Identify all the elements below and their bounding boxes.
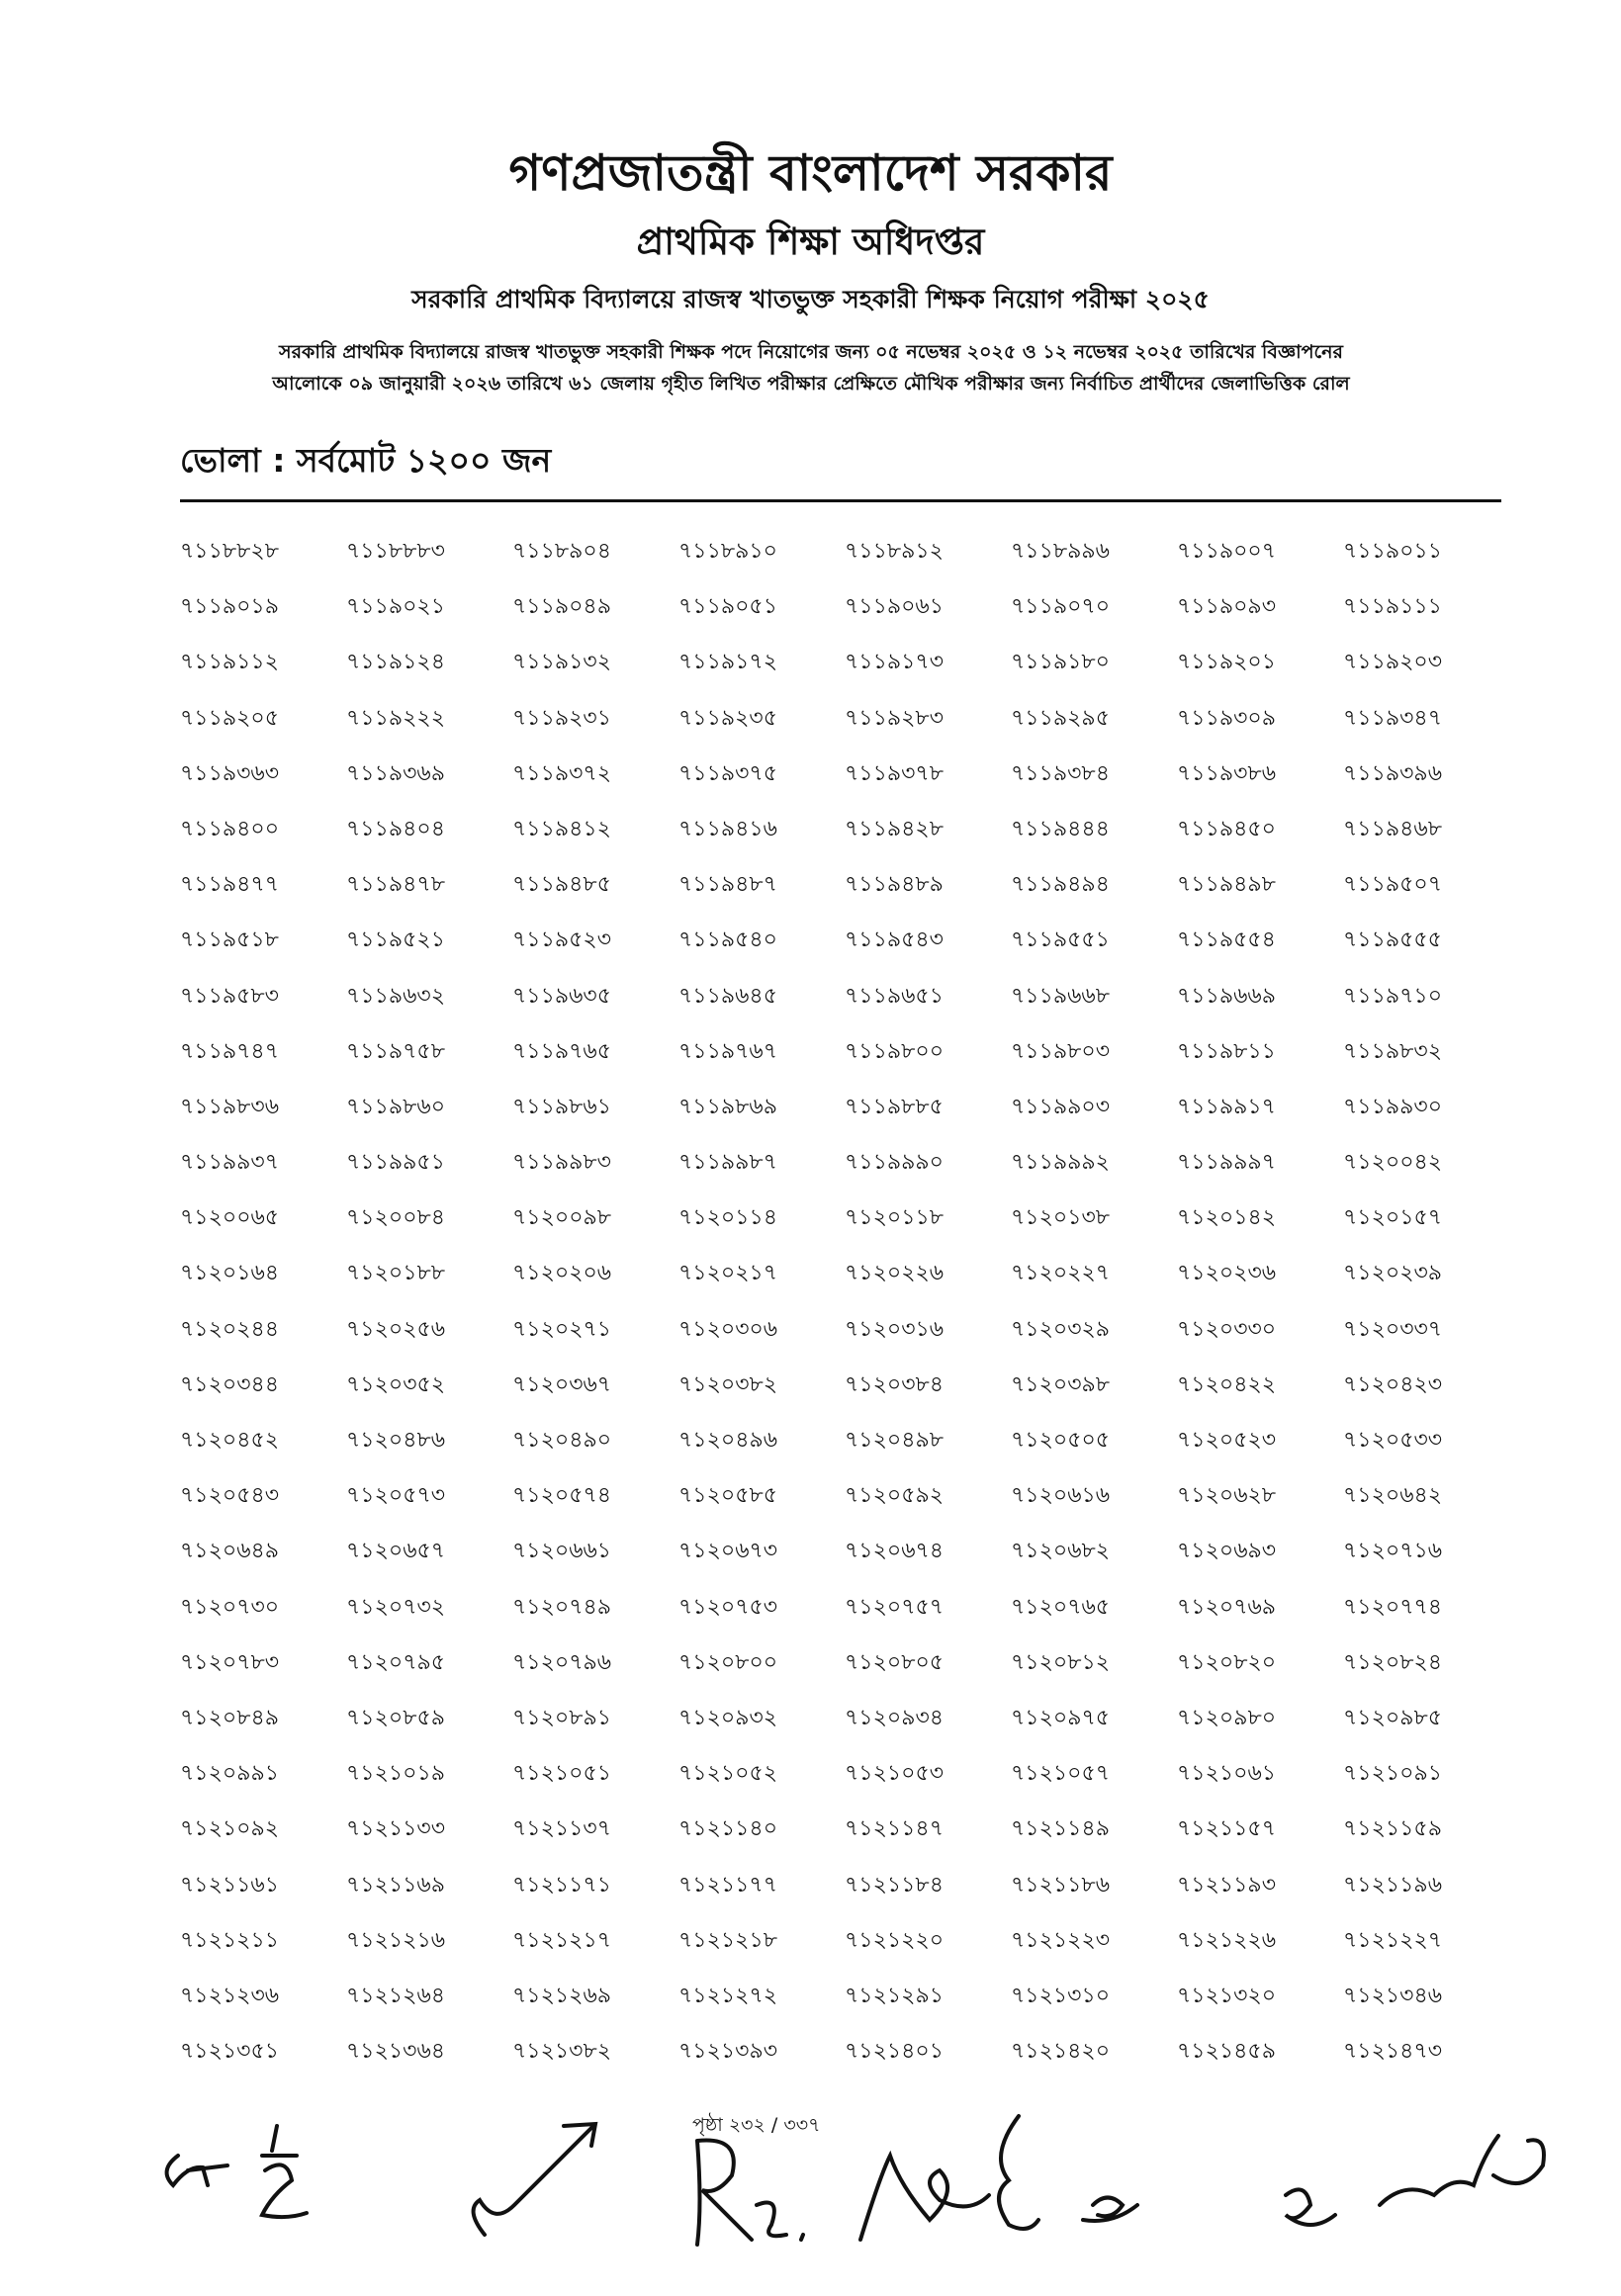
roll-number: ৭১২০২৩৬	[1177, 1261, 1277, 1286]
roll-number: ৭১২০৭৯৬	[512, 1649, 612, 1675]
roll-number: ৭১১৯৩৯৬	[1343, 760, 1443, 786]
roll-number: ৭১১৯৮৬৯	[678, 1094, 777, 1119]
roll-number: ৭১২০৪২২	[1177, 1371, 1277, 1397]
roll-number: ৭১২০১১৪	[678, 1205, 778, 1231]
signatures	[148, 2096, 1553, 2284]
roll-number: ৭১১৯৫৫৪	[1177, 927, 1276, 953]
roll-number: ৭১১৯৫১৮	[180, 927, 279, 953]
roll-number: ৭১২০৩৮৪	[845, 1371, 945, 1397]
roll-number: ৭১২০৫৮৫	[678, 1483, 778, 1509]
government-title: গণপ্রজাতন্ত্রী বাংলাদেশ সরকার	[508, 144, 1113, 202]
roll-number: ৭১২০৭৬৫	[1011, 1594, 1111, 1620]
roll-number: ৭১১৯৪৭৮	[346, 872, 445, 898]
roll-number: ৭১১৯২৮৩	[845, 705, 945, 731]
roll-number: ৭১১৯৯৮৩	[512, 1150, 611, 1176]
roll-number: ৭১২০৪৫২	[180, 1428, 280, 1453]
roll-number: ৭১২১১৫৯	[1343, 1816, 1442, 1842]
roll-number: ৭১১৯৯৯২	[1011, 1150, 1110, 1176]
roll-number: ৭১১৯০৬১	[845, 594, 945, 620]
roll-number: ৭১২১১৯৬	[1343, 1872, 1443, 1898]
roll-number: ৭১১৯৩৭২	[512, 760, 612, 786]
roll-number: ৭১২০৪২৩	[1343, 1371, 1443, 1397]
roll-number: ৭১২০৯৭৫	[1011, 1705, 1111, 1730]
roll-number: ৭১২১০৫১	[512, 1761, 612, 1787]
roll-number: ৭১২১০৫৭	[1011, 1761, 1111, 1787]
roll-number: ৭১২১২১৮	[678, 1927, 778, 1953]
roll-number: ৭১১৯০২১	[346, 594, 446, 620]
roll-number: ৭১২০০৪২	[1343, 1150, 1443, 1176]
roll-number: ৭১১৯৮৩২	[1343, 1038, 1443, 1064]
roll-number: ৭১২১৩১০	[1011, 1983, 1111, 2008]
roll-number: ৭১২০৫৭৩	[346, 1483, 446, 1509]
roll-number: ৭১২১২১৭	[512, 1927, 612, 1953]
roll-number: ৭১২০৪৯০	[512, 1428, 612, 1453]
roll-number: ৭১২১০১৯	[346, 1761, 446, 1787]
roll-number: ৭১২০৩৬৭	[512, 1371, 612, 1397]
signature-3-icon	[697, 2140, 803, 2245]
district-heading: ভোলা : সর্বমোট ১২০০ জন	[180, 441, 552, 480]
roll-number: ৭১২০৩৯৮	[1011, 1371, 1111, 1397]
roll-number: ৭১১৯২০১	[1177, 650, 1277, 675]
roll-number: ৭১২১৪৭৩	[1343, 2039, 1443, 2065]
roll-number: ৭১১৯৩৭৮	[845, 760, 945, 786]
roll-number: ৭১১৯৯০৩	[1011, 1094, 1111, 1119]
roll-number: ৭১২০৮৯১	[512, 1705, 612, 1730]
roll-number: ৭১১৯৯৩০	[1343, 1094, 1443, 1119]
roll-number: ৭১২০৯৮৫	[1343, 1705, 1443, 1730]
roll-number: ৭১১৮৯১০	[678, 539, 777, 564]
roll-number: ৭১২০৫২৩	[1177, 1428, 1277, 1453]
roll-number: ৭১১৯৩৭৫	[678, 760, 778, 786]
roll-number: ৭১২১১৩৭	[512, 1816, 612, 1842]
roll-number: ৭১২০৭৫৩	[678, 1594, 778, 1620]
roll-number: ৭১১৯৮৬১	[512, 1094, 611, 1119]
roll-number: ৭১২১১৮৬	[1011, 1872, 1111, 1898]
roll-number: ৭১২০৮৫৯	[346, 1705, 446, 1730]
roll-number: ৭১১৯৬৬৯	[1177, 983, 1277, 1009]
roll-number: ৭১১৯০৭০	[1011, 594, 1111, 620]
roll-number: ৭১২০৫০৫	[1011, 1428, 1111, 1453]
roll-number: ৭১২১২১১	[180, 1927, 280, 1953]
roll-number: ৭১১৯৩৬৩	[180, 760, 280, 786]
roll-number: ৭১১৯৫৫১	[1011, 927, 1110, 953]
roll-number: ৭১১৯৮৩৬	[180, 1094, 280, 1119]
roll-number: ৭১১৯৯৯৭	[1177, 1150, 1276, 1176]
roll-number: ৭১২০২৪৪	[180, 1316, 280, 1342]
roll-number: ৭১১৯৪৯৪	[1011, 872, 1110, 898]
roll-number: ৭১২০৬৭৪	[845, 1539, 945, 1564]
roll-number: ৭১১৯৮৮৫	[845, 1094, 944, 1119]
roll-number: ৭১২১০৯১	[1343, 1761, 1443, 1787]
roll-number: ৭১২০৭৫৭	[845, 1594, 945, 1620]
roll-number: ৭১২১০৫৩	[845, 1761, 945, 1787]
roll-number: ৭১১৯৮৬০	[346, 1094, 446, 1119]
notice-line-1: সরকারি প্রাথমিক বিদ্যালয়ে রাজস্ব খাতভুক্ত সহকারী শিক্ষক পদে নিয়োগের জন্য ০৫ নভেম্বর ২০২৫ ও ১২ নভেম্বর ২০২৫ তারিখের বিজ্ঞাপনের	[279, 341, 1343, 363]
roll-number: ৭১২০৩৩০	[1177, 1316, 1277, 1342]
roll-number: ৭১২১৪২০	[1011, 2039, 1111, 2065]
roll-number: ৭১২০৬৪২	[1343, 1483, 1443, 1509]
signature-5-icon	[999, 2116, 1137, 2229]
notice-text	[168, 336, 1454, 399]
roll-number: ৭১২০০৯৮	[512, 1205, 612, 1231]
roll-number: ৭১২০৮১২	[1011, 1649, 1111, 1675]
roll-number: ৭১২০৩১৬	[845, 1316, 945, 1342]
roll-number: ৭১২০৬৬১	[512, 1539, 612, 1564]
roll-number: ৭১২০৬৮২	[1011, 1539, 1111, 1564]
roll-number: ৭১১৮৮২৮	[180, 539, 279, 564]
roll-number: ৭১১৯৪৮৫	[512, 872, 611, 898]
roll-number: ৭১১৯০৪৯	[512, 594, 611, 620]
roll-number: ৭১২১৩৬৪	[346, 2039, 446, 2065]
roll-number: ৭১১৯৩৬৯	[346, 760, 446, 786]
roll-number: ৭১১৯১২৪	[346, 650, 445, 675]
roll-number: ৭১২১১৪৭	[845, 1816, 945, 1842]
roll-number: ৭১২১২১৬	[346, 1927, 446, 1953]
roll-number: ৭১২০০৮৪	[346, 1205, 446, 1231]
roll-number: ৭১২০২২৭	[1011, 1261, 1111, 1286]
roll-number: ৭১১৯৪৮৯	[845, 872, 944, 898]
roll-number: ৭১২০৯৩২	[678, 1705, 778, 1730]
roll-number: ৭১১৯৫০৭	[1343, 872, 1443, 898]
roll-number: ৭১১৯৫৪০	[678, 927, 777, 953]
roll-number: ৭১২১৪০১	[845, 2039, 945, 2065]
roll-number: ৭১২১৩৯৩	[678, 2039, 778, 2065]
roll-number: ৭১২০২০৬	[512, 1261, 612, 1286]
roll-number: ৭১২০১৪২	[1177, 1205, 1277, 1231]
roll-number: ৭১১৯৯১৭	[1177, 1094, 1276, 1119]
roll-number: ৭১১৯৭৪৭	[180, 1038, 280, 1064]
roll-number: ৭১২১১৪৯	[1011, 1816, 1110, 1842]
roll-number: ৭১২১৩৮২	[512, 2039, 612, 2065]
roll-number: ৭১১৮৮৮৩	[346, 539, 445, 564]
roll-number: ৭১১৯৪৪৪	[1011, 816, 1110, 841]
roll-number: ৭১২১২৬৪	[346, 1983, 446, 2008]
roll-number: ৭১১৯১৮০	[1011, 650, 1110, 675]
roll-number: ৭১১৯০১৯	[180, 594, 279, 620]
roll-number: ৭১২০২৩৯	[1343, 1261, 1443, 1286]
roll-number: ৭১২০৩০৬	[678, 1316, 778, 1342]
roll-number: ৭১১৯৪০৪	[346, 816, 445, 841]
roll-number: ৭১২০৬১৬	[1011, 1483, 1111, 1509]
signature-1-icon	[167, 2126, 307, 2217]
roll-number: ৭১১৯৬৫১	[845, 983, 944, 1009]
roll-number: ৭১২১৩৫১	[180, 2039, 280, 2065]
roll-number: ৭১২০৫৩৩	[1343, 1428, 1443, 1453]
roll-number: ৭১২০৬৯৩	[1177, 1539, 1277, 1564]
signature-6-icon	[1286, 2189, 1335, 2225]
roll-number: ৭১২০৪৯৮	[845, 1428, 945, 1453]
roll-number: ৭১১৯৫২১	[346, 927, 445, 953]
roll-number: ৭১২০৮২০	[1177, 1649, 1277, 1675]
roll-number: ৭১১৯৪১২	[512, 816, 611, 841]
roll-number: ৭১১৮৯১২	[845, 539, 944, 564]
roll-number: ৭১১৯৮১১	[1177, 1038, 1276, 1064]
roll-number: ৭১২১২৬৯	[512, 1983, 612, 2008]
roll-number: ৭১১৯১৭২	[678, 650, 778, 675]
roll-number: ৭১২০১৮৮	[346, 1261, 446, 1286]
roll-number: ৭১১৯১৭৩	[845, 650, 945, 675]
roll-number: ৭১১৯৩৮৬	[1177, 760, 1277, 786]
roll-number: ৭১২০৫৪৩	[180, 1483, 280, 1509]
roll-number: ৭১১৯৭৬৭	[678, 1038, 778, 1064]
roll-number: ৭১২১২২৩	[1011, 1927, 1111, 1953]
roll-number: ৭১২০২১৭	[678, 1261, 778, 1286]
roll-number: ৭১২০৭৪৯	[512, 1594, 612, 1620]
roll-number: ৭১২০৩২৯	[1011, 1316, 1111, 1342]
roll-number: ৭১১৯১১১	[1343, 594, 1442, 620]
roll-number: ৭১২১১৬১	[180, 1872, 280, 1898]
directorate-title: প্রাথমিক শিক্ষা অধিদপ্তর	[636, 221, 985, 263]
roll-number: ৭১২০৭৩০	[180, 1594, 280, 1620]
roll-number: ৭১১৯১৩২	[512, 650, 612, 675]
roll-number: ৭১২০৮৪৯	[180, 1705, 280, 1730]
roll-number: ৭১২০২৫৬	[346, 1316, 446, 1342]
roll-number: ৭১২০৭১৬	[1343, 1539, 1443, 1564]
roll-number: ৭১১৯৪৫০	[1177, 816, 1276, 841]
signature-4-icon	[860, 2156, 989, 2240]
roll-number: ৭১২১০৫২	[678, 1761, 778, 1787]
roll-number: ৭১২১২৯১	[845, 1983, 945, 2008]
roll-number: ৭১১৯৮০৩	[1011, 1038, 1111, 1064]
roll-number: ৭১১৯২০৫	[180, 705, 280, 731]
roll-number: ৭১১৯৭৫৮	[346, 1038, 445, 1064]
roll-number: ৭১২১১৩৩	[346, 1816, 446, 1842]
roll-number: ৭১২০৬৫৭	[346, 1539, 446, 1564]
roll-number: ৭১২০৩৪৪	[180, 1371, 280, 1397]
roll-number: ৭১১৯৩৮৪	[1011, 760, 1110, 786]
roll-number: ৭১২০৭৬৯	[1177, 1594, 1277, 1620]
roll-number: ৭১২১২২৭	[1343, 1927, 1443, 1953]
roll-number: ৭১২১৩২০	[1177, 1983, 1277, 2008]
roll-number: ৭১২১১৮৪	[845, 1872, 944, 1898]
signature-7-icon	[1380, 2136, 1544, 2205]
roll-number: ৭১২১২৭২	[678, 1983, 778, 2008]
roll-number: ৭১১৯২৩১	[512, 705, 612, 731]
roll-number: ৭১১৯৭৬৫	[512, 1038, 612, 1064]
roll-number: ৭১১৯৯৫১	[346, 1150, 445, 1176]
roll-number: ৭১১৯২২২	[346, 705, 446, 731]
roll-number: ৭১২০৬৪৯	[180, 1539, 280, 1564]
roll-number: ৭১১৯৬৪৫	[678, 983, 777, 1009]
roll-number: ৭১২১০৯২	[180, 1816, 280, 1842]
roll-number: ৭১২০৪৯৬	[678, 1428, 778, 1453]
roll-number: ৭১২০১১৮	[845, 1205, 945, 1231]
roll-number: ৭১২০৭৭৪	[1343, 1594, 1443, 1620]
roll-number-grid	[180, 534, 1510, 2089]
roll-number: ৭১২১২২৬	[1177, 1927, 1277, 1953]
roll-number: ৭১১৯৪৭৭	[180, 872, 280, 898]
roll-number: ৭১১৯০৫১	[678, 594, 777, 620]
roll-number: ৭১২০৩৫২	[346, 1371, 446, 1397]
roll-number: ৭১১৯০১১	[1343, 539, 1442, 564]
roll-number: ৭১১৯৬৩২	[346, 983, 446, 1009]
roll-number: ৭১১৮৯৯৬	[1011, 539, 1110, 564]
roll-number: ৭১২০১৩৮	[1011, 1205, 1111, 1231]
exam-title: সরকারি প্রাথমিক বিদ্যালয়ে রাজস্ব খাতভুক্ত সহকারী শিক্ষক নিয়োগ পরীক্ষা ২০২৫	[411, 285, 1210, 313]
roll-number: ৭১১৯১১২	[180, 650, 279, 675]
roll-number: ৭১১৯৮০০	[845, 1038, 945, 1064]
roll-number: ৭১২১১৪০	[678, 1816, 778, 1842]
roll-number: ৭১২০৬৭৩	[678, 1539, 778, 1564]
heading-rule	[180, 499, 1501, 502]
roll-number: ৭১১৯৫২৩	[512, 927, 612, 953]
roll-number: ৭১১৮৯০৪	[512, 539, 611, 564]
roll-number: ৭১১৯৪৬৮	[1343, 816, 1442, 841]
roll-number: ৭১২০০৬৫	[180, 1205, 280, 1231]
roll-number: ৭১১৯৪১৬	[678, 816, 777, 841]
roll-number: ৭১২০৩৩৭	[1343, 1316, 1443, 1342]
roll-number: ৭১২০৭৩২	[346, 1594, 446, 1620]
roll-number: ৭১২০৪৮৬	[346, 1428, 446, 1453]
roll-number: ৭১১৯২০৩	[1343, 650, 1443, 675]
roll-number: ৭১১৯০৯৩	[1177, 594, 1277, 620]
roll-number: ৭১১৯৫৪৩	[845, 927, 944, 953]
roll-number: ৭১২১৩৪৬	[1343, 1983, 1443, 2008]
roll-number: ৭১২১১৭১	[512, 1872, 612, 1898]
roll-number: ৭১১৯০০৭	[1177, 539, 1277, 564]
roll-number: ৭১২০১৫৭	[1343, 1205, 1443, 1231]
roll-number: ৭১২০৬২৮	[1177, 1483, 1277, 1509]
roll-number: ৭১২০৩৮২	[678, 1371, 778, 1397]
roll-number: ৭১১৯৪৮৭	[678, 872, 777, 898]
roll-number: ৭১১৯৩০৯	[1177, 705, 1277, 731]
roll-number: ৭১১৯৪০০	[180, 816, 280, 841]
page-number: পৃষ্ঠা ২৩২ / ৩৩৭	[692, 2114, 821, 2136]
roll-number: ৭১১৯৫৮৩	[180, 983, 279, 1009]
roll-number: ৭১২০৭৯৫	[346, 1649, 446, 1675]
roll-number: ৭১১৯৩৪৭	[1343, 705, 1443, 731]
roll-number: ৭১২০৭৮৩	[180, 1649, 280, 1675]
roll-number: ৭১১৯৫৫৫	[1343, 927, 1442, 953]
roll-number: ৭১২০৯৮০	[1177, 1705, 1277, 1730]
roll-number: ৭১১৯৬৬৮	[1011, 983, 1111, 1009]
roll-number: ৭১১৯৬৩৫	[512, 983, 612, 1009]
roll-number: ৭১২০৮০৫	[845, 1649, 945, 1675]
roll-number: ৭১২১১৯৩	[1177, 1872, 1277, 1898]
roll-number: ৭১২০৫৭৪	[512, 1483, 612, 1509]
roll-number: ৭১১৯৪৯৮	[1177, 872, 1276, 898]
roll-number: ৭১১৯৪২৮	[845, 816, 944, 841]
roll-number: ৭১১৯৯৯০	[845, 1150, 944, 1176]
roll-number: ৭১২১১৫৭	[1177, 1816, 1277, 1842]
roll-number: ৭১২০৮০০	[678, 1649, 778, 1675]
roll-number: ৭১২০১৬৪	[180, 1261, 280, 1286]
roll-number: ৭১২০২২৬	[845, 1261, 945, 1286]
roll-number: ৭১২১৪৫৯	[1177, 2039, 1276, 2065]
roll-number: ৭১২১১৬৯	[346, 1872, 446, 1898]
roll-number: ৭১১৯৯৩৭	[180, 1150, 280, 1176]
notice-line-2: আলোকে ০৯ জানুয়ারী ২০২৬ তারিখে ৬১ জেলায় গৃহীত লিখিত পরীক্ষার প্রেক্ষিতে মৌখিক পরীক্ষার জন্য নির্বাচিত প্রার্থীদের জেলাভিত্তিক রোল	[272, 373, 1350, 395]
roll-number: ৭১১৯৯৮৭	[678, 1150, 777, 1176]
roll-number: ৭১২১১৭৭	[678, 1872, 778, 1898]
roll-number: ৭১১৯৭১০	[1343, 983, 1443, 1009]
roll-number: ৭১২১২২০	[845, 1927, 945, 1953]
roll-number: ৭১২১০৬১	[1177, 1761, 1277, 1787]
signature-2-icon	[474, 2124, 595, 2235]
roll-number: ৭১২০৯৩৪	[845, 1705, 945, 1730]
roll-number: ৭১২১২৩৬	[180, 1983, 280, 2008]
roll-number: ৭১২০২৭১	[512, 1316, 612, 1342]
roll-number: ৭১২০৮২৪	[1343, 1649, 1443, 1675]
roll-number: ৭১২০৫৯২	[845, 1483, 945, 1509]
roll-number: ৭১২০৯৯১	[180, 1761, 280, 1787]
roll-number: ৭১১৯২৩৫	[678, 705, 778, 731]
roll-number: ৭১১৯২৯৫	[1011, 705, 1110, 731]
